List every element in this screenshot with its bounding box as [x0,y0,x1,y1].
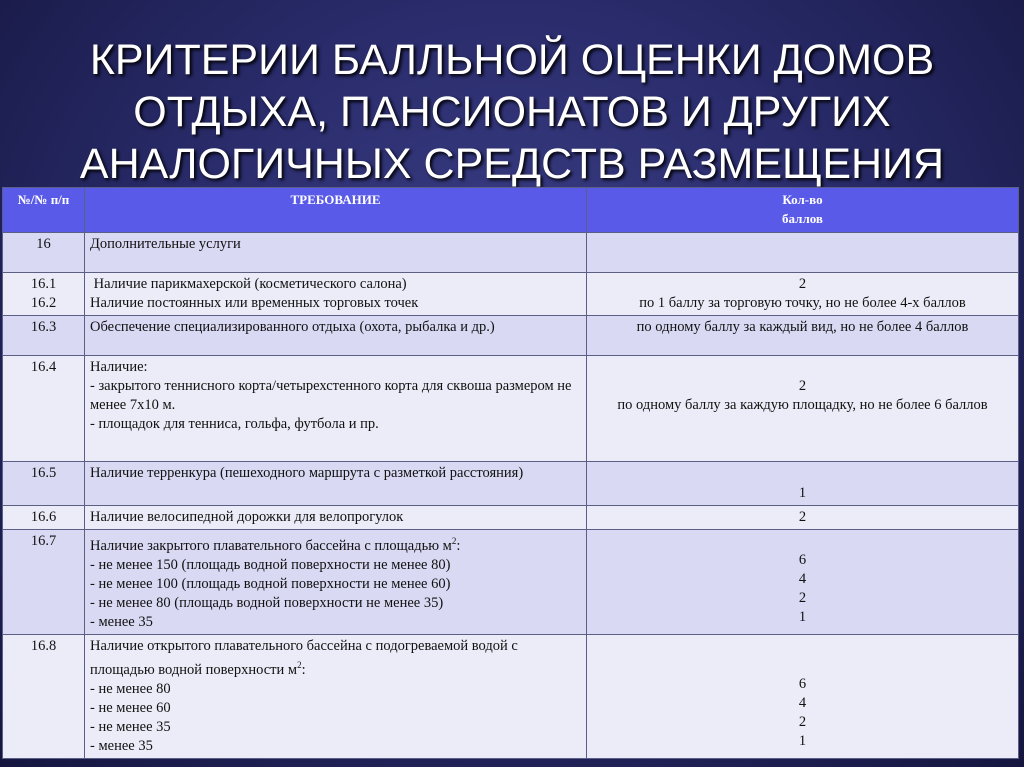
requirement-tail: : [301,661,306,678]
requirement-line: - не менее 35 [90,718,171,735]
header-number: №/№ п/п [3,188,85,233]
points-line: по одному баллу за каждую площадку, но не более 6 баллов [617,397,988,413]
title-line-3: АНАЛОГИЧНЫХ СРЕДСТВ РАЗМЕЩЕНИЯ [79,140,945,188]
requirement-line: - не менее 80 [90,680,171,697]
points-16-1: 2 [798,276,807,292]
row-points [587,356,1019,462]
row-number: 16.5 [3,462,85,506]
row-number: 16.3 [3,316,85,356]
points-line: 6 [798,675,807,692]
requirement-line: - не менее 60 [90,699,171,716]
table-row [3,506,1019,530]
row-number: 16.4 [3,356,85,462]
row-number: 16 [3,233,85,273]
title-line-1: КРИТЕРИИ БАЛЛЬНОЙ ОЦЕНКИ ДОМОВ [89,36,935,84]
requirement-line [90,532,581,556]
requirement-line: - не менее 100 (площадь водной поверхности не менее 60) [90,575,451,592]
header-requirement: ТРЕБОВАНИЕ [85,188,587,233]
requirement-line: Наличие: [90,359,148,375]
row-number: 16.7 [3,530,85,635]
requirement-16-1: Наличие парикмахерской (косметического салона) [90,276,407,292]
requirement-16-2: Наличие постоянных или временных торговых точек [90,295,419,311]
points-16-2: по 1 баллу за торговую точку, но не более 4-х баллов [639,295,966,311]
title-line-2: ОТДЫХА, ПАНСИОНАТОВ И ДРУГИХ [133,88,891,136]
row-points [587,233,1019,273]
row-requirement [85,530,587,635]
row-requirement: Обеспечение специализированного отдыха (охота, рыбалка и др.) [85,316,587,356]
table-row [3,530,1019,635]
points-line: 2 [798,590,807,606]
points-line: 2 [798,713,807,730]
row-requirement [85,273,587,316]
requirement-tail: : [456,537,461,554]
row-number-16-2: 16.2 [30,295,57,311]
row-number: 16.8 [3,634,85,758]
criteria-table [2,187,1019,759]
row-points [587,273,1019,316]
row-points [587,530,1019,635]
superscript: 2 [297,659,302,670]
requirement-line: - площадок для тенниса, гольфа, футбола и пр. [90,416,379,432]
header-points [587,188,1019,233]
points-line: 2 [798,378,807,394]
points-line: 6 [798,552,807,568]
row-points: по одному баллу за каждый вид, но не более 4 баллов [587,316,1019,356]
row-requirement: Наличие терренкура (пешеходного маршрута с разметкой расстояния) [85,462,587,506]
table-row [3,316,1019,356]
requirement-line: - не менее 150 (площадь водной поверхности не менее 80) [90,556,451,573]
row-requirement [85,634,587,758]
header-points-line2: баллов [782,211,823,226]
requirement-text: Наличие закрытого плавательного бассейна с площадью м [90,537,452,554]
table-row [3,634,1019,758]
row-requirement [85,356,587,462]
row-points [587,634,1019,758]
requirement-line: - не менее 80 (площадь водной поверхности не менее 35) [90,594,444,611]
requirement-line: - менее 35 [90,737,153,754]
row-number: 16.6 [3,506,85,530]
superscript: 2 [451,536,457,546]
requirement-line [90,637,581,680]
slide-title [0,34,1024,190]
table-row [3,273,1019,316]
points-line: 4 [798,694,807,711]
row-number [3,273,85,316]
table-header-row [3,188,1019,233]
requirement-line: - закрытого теннисного корта/четырехстенного корта для сквоша размером не менее 7х10 м. [90,378,572,413]
points-line: 1 [798,609,807,625]
requirement-text: Наличие открытого плавательного бассейна с подогреваемой водой с площадью водной поверхности м [90,637,518,678]
row-number-16-1: 16.1 [30,276,57,292]
row-points: 2 [587,506,1019,530]
table-row [3,462,1019,506]
row-requirement: Дополнительные услуги [85,233,587,273]
points-line: 1 [798,732,807,749]
header-points-line1: Кол-во [782,192,823,207]
points-line: 4 [798,571,807,587]
table-row [3,233,1019,273]
row-points: 1 [587,462,1019,506]
requirement-line: - менее 35 [90,613,153,630]
row-requirement: Наличие велосипедной дорожки для велопрогулок [85,506,587,530]
table-row [3,356,1019,462]
